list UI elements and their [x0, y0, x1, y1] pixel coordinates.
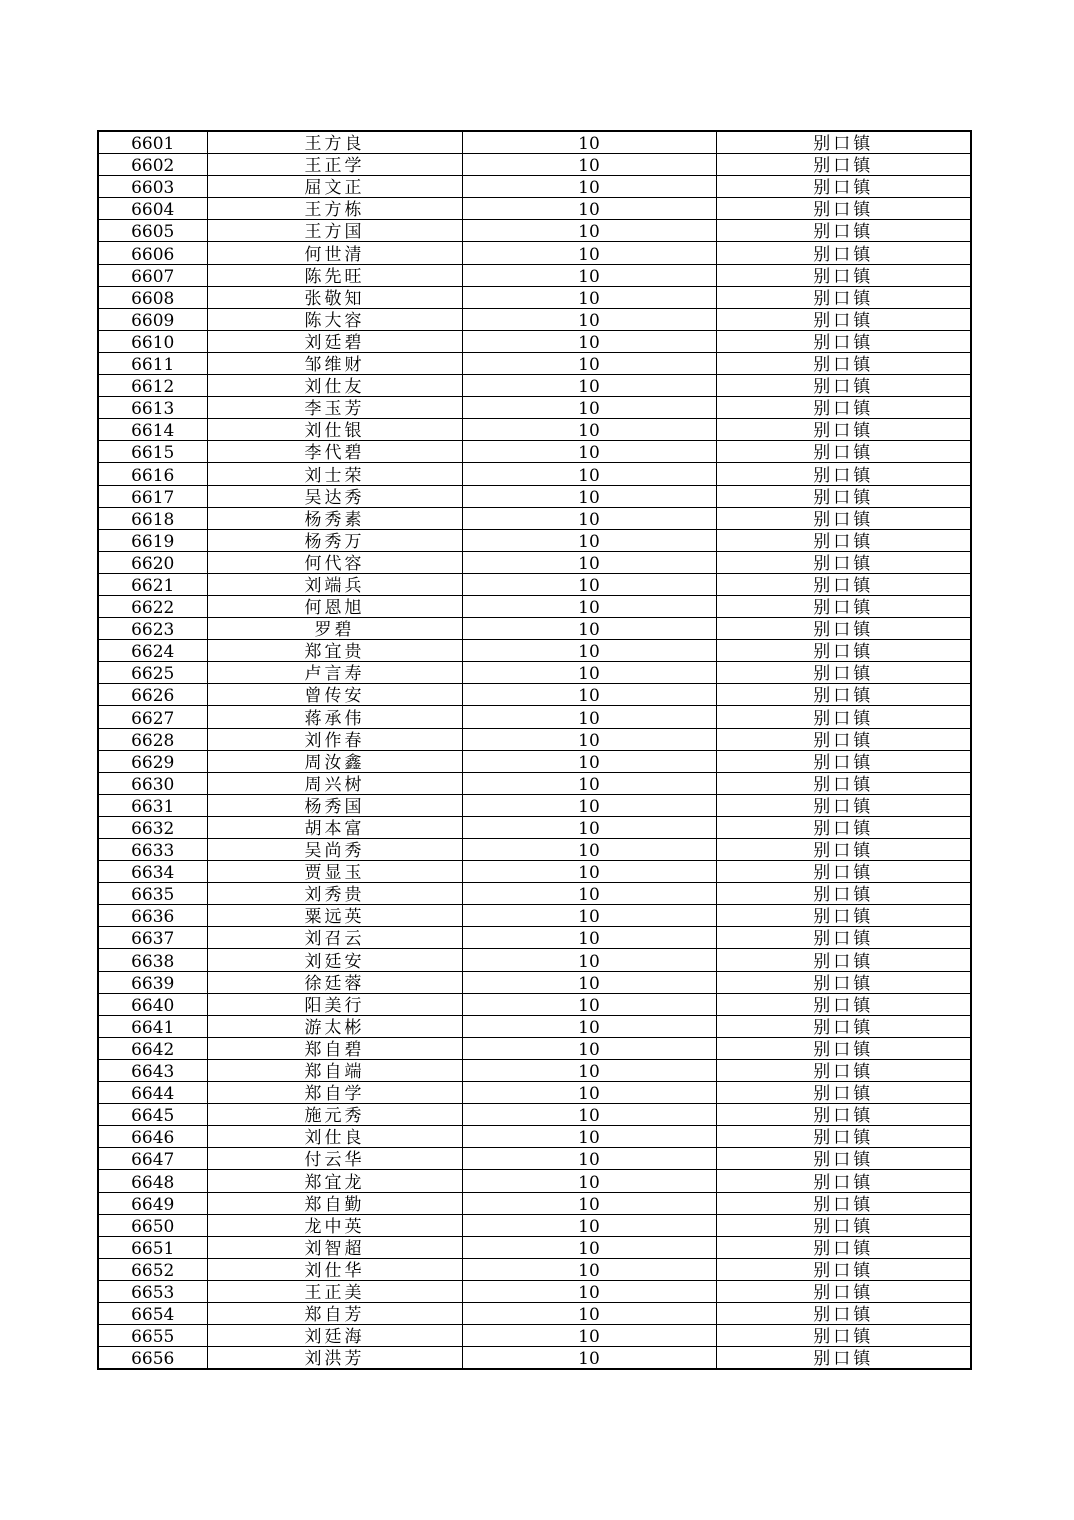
table-row: [98, 308, 971, 330]
row-number-cell: 6635: [98, 883, 207, 905]
town-cell: 别口镇: [716, 905, 971, 927]
amount-cell: 10: [462, 618, 716, 640]
table-row: [98, 816, 971, 838]
table-row: [98, 198, 971, 220]
town-cell: 别口镇: [716, 419, 971, 441]
row-number-cell: 6612: [98, 375, 207, 397]
name-cell: 王方良: [207, 131, 462, 154]
name-cell: 李代碧: [207, 441, 462, 463]
town-cell: 别口镇: [716, 1236, 971, 1258]
row-number-cell: 6618: [98, 507, 207, 529]
row-number-cell: 6640: [98, 993, 207, 1015]
table-row: [98, 971, 971, 993]
town-cell: 别口镇: [716, 264, 971, 286]
name-cell: 刘端兵: [207, 573, 462, 595]
name-cell: 刘士荣: [207, 463, 462, 485]
amount-cell: 10: [462, 176, 716, 198]
amount-cell: 10: [462, 154, 716, 176]
town-cell: 别口镇: [716, 772, 971, 794]
row-number-cell: 6645: [98, 1104, 207, 1126]
row-number-cell: 6654: [98, 1302, 207, 1324]
table-row: [98, 1302, 971, 1324]
table-row: [98, 949, 971, 971]
table-row: [98, 485, 971, 507]
row-number-cell: 6641: [98, 1015, 207, 1037]
row-number-cell: 6627: [98, 706, 207, 728]
table-row: [98, 1325, 971, 1347]
table-row: [98, 551, 971, 573]
town-cell: 别口镇: [716, 728, 971, 750]
table-row: [98, 1214, 971, 1236]
name-cell: 施元秀: [207, 1104, 462, 1126]
name-cell: 杨秀素: [207, 507, 462, 529]
name-cell: 刘仕良: [207, 1126, 462, 1148]
row-number-cell: 6646: [98, 1126, 207, 1148]
amount-cell: 10: [462, 1082, 716, 1104]
table-row: [98, 1148, 971, 1170]
table-row: [98, 927, 971, 949]
town-cell: 别口镇: [716, 507, 971, 529]
row-number-cell: 6611: [98, 352, 207, 374]
town-cell: 别口镇: [716, 861, 971, 883]
amount-cell: 10: [462, 1325, 716, 1347]
row-number-cell: 6638: [98, 949, 207, 971]
table-row: [98, 1082, 971, 1104]
amount-cell: 10: [462, 242, 716, 264]
table-row: [98, 397, 971, 419]
row-number-cell: 6614: [98, 419, 207, 441]
row-number-cell: 6632: [98, 816, 207, 838]
amount-cell: 10: [462, 463, 716, 485]
row-number-cell: 6622: [98, 595, 207, 617]
row-number-cell: 6631: [98, 794, 207, 816]
row-number-cell: 6617: [98, 485, 207, 507]
amount-cell: 10: [462, 1037, 716, 1059]
table-row: [98, 242, 971, 264]
town-cell: 别口镇: [716, 352, 971, 374]
table-row: [98, 794, 971, 816]
amount-cell: 10: [462, 286, 716, 308]
name-cell: 邹维财: [207, 352, 462, 374]
amount-cell: 10: [462, 529, 716, 551]
town-cell: 别口镇: [716, 198, 971, 220]
town-cell: 别口镇: [716, 839, 971, 861]
name-cell: 刘召云: [207, 927, 462, 949]
table-row: [98, 441, 971, 463]
amount-cell: 10: [462, 308, 716, 330]
name-cell: 刘智超: [207, 1236, 462, 1258]
name-cell: 胡本富: [207, 816, 462, 838]
town-cell: 别口镇: [716, 1170, 971, 1192]
row-number-cell: 6604: [98, 198, 207, 220]
name-cell: 付云华: [207, 1148, 462, 1170]
town-cell: 别口镇: [716, 375, 971, 397]
amount-cell: 10: [462, 198, 716, 220]
row-number-cell: 6629: [98, 750, 207, 772]
row-number-cell: 6650: [98, 1214, 207, 1236]
amount-cell: 10: [462, 927, 716, 949]
table-row: [98, 330, 971, 352]
row-number-cell: 6615: [98, 441, 207, 463]
amount-cell: 10: [462, 706, 716, 728]
row-number-cell: 6652: [98, 1258, 207, 1280]
town-cell: 别口镇: [716, 1059, 971, 1081]
amount-cell: 10: [462, 352, 716, 374]
amount-cell: 10: [462, 264, 716, 286]
name-cell: 卢言寿: [207, 662, 462, 684]
town-cell: 别口镇: [716, 529, 971, 551]
table-row: [98, 1059, 971, 1081]
name-cell: 陈大容: [207, 308, 462, 330]
amount-cell: 10: [462, 949, 716, 971]
name-cell: 周汝鑫: [207, 750, 462, 772]
town-cell: 别口镇: [716, 816, 971, 838]
table-row: [98, 507, 971, 529]
name-cell: 刘廷海: [207, 1325, 462, 1347]
roster-body: [98, 131, 971, 1369]
row-number-cell: 6647: [98, 1148, 207, 1170]
amount-cell: 10: [462, 1170, 716, 1192]
amount-cell: 10: [462, 816, 716, 838]
row-number-cell: 6633: [98, 839, 207, 861]
table-row: [98, 154, 971, 176]
name-cell: 郑自芳: [207, 1302, 462, 1324]
name-cell: 王正美: [207, 1280, 462, 1302]
row-number-cell: 6637: [98, 927, 207, 949]
name-cell: 王正学: [207, 154, 462, 176]
town-cell: 别口镇: [716, 242, 971, 264]
row-number-cell: 6642: [98, 1037, 207, 1059]
town-cell: 别口镇: [716, 618, 971, 640]
table-row: [98, 1236, 971, 1258]
amount-cell: 10: [462, 728, 716, 750]
row-number-cell: 6625: [98, 662, 207, 684]
amount-cell: 10: [462, 397, 716, 419]
name-cell: 郑宜贵: [207, 640, 462, 662]
row-number-cell: 6609: [98, 308, 207, 330]
name-cell: 罗碧: [207, 618, 462, 640]
amount-cell: 10: [462, 1347, 716, 1370]
town-cell: 别口镇: [716, 220, 971, 242]
name-cell: 何恩旭: [207, 595, 462, 617]
table-row: [98, 1280, 971, 1302]
name-cell: 刘仕银: [207, 419, 462, 441]
row-number-cell: 6603: [98, 176, 207, 198]
table-row: [98, 618, 971, 640]
name-cell: 郑自碧: [207, 1037, 462, 1059]
town-cell: 别口镇: [716, 131, 971, 154]
amount-cell: 10: [462, 662, 716, 684]
town-cell: 别口镇: [716, 883, 971, 905]
amount-cell: 10: [462, 1148, 716, 1170]
town-cell: 别口镇: [716, 286, 971, 308]
town-cell: 别口镇: [716, 750, 971, 772]
row-number-cell: 6601: [98, 131, 207, 154]
row-number-cell: 6634: [98, 861, 207, 883]
amount-cell: 10: [462, 1015, 716, 1037]
town-cell: 别口镇: [716, 1302, 971, 1324]
table-row: [98, 640, 971, 662]
row-number-cell: 6610: [98, 330, 207, 352]
town-cell: 别口镇: [716, 573, 971, 595]
row-number-cell: 6602: [98, 154, 207, 176]
table-row: [98, 352, 971, 374]
row-number-cell: 6620: [98, 551, 207, 573]
table-row: [98, 176, 971, 198]
name-cell: 陈先旺: [207, 264, 462, 286]
amount-cell: 10: [462, 375, 716, 397]
table-row: [98, 861, 971, 883]
town-cell: 别口镇: [716, 485, 971, 507]
amount-cell: 10: [462, 971, 716, 993]
name-cell: 吴达秀: [207, 485, 462, 507]
name-cell: 刘洪芳: [207, 1347, 462, 1370]
row-number-cell: 6644: [98, 1082, 207, 1104]
town-cell: 别口镇: [716, 595, 971, 617]
amount-cell: 10: [462, 772, 716, 794]
amount-cell: 10: [462, 1258, 716, 1280]
table-row: [98, 463, 971, 485]
amount-cell: 10: [462, 861, 716, 883]
table-row: [98, 706, 971, 728]
table-row: [98, 772, 971, 794]
table-row: [98, 1126, 971, 1148]
table-row: [98, 1037, 971, 1059]
name-cell: 杨秀国: [207, 794, 462, 816]
town-cell: 别口镇: [716, 662, 971, 684]
town-cell: 别口镇: [716, 330, 971, 352]
row-number-cell: 6623: [98, 618, 207, 640]
name-cell: 刘秀贵: [207, 883, 462, 905]
table-row: [98, 1015, 971, 1037]
amount-cell: 10: [462, 220, 716, 242]
row-number-cell: 6606: [98, 242, 207, 264]
name-cell: 杨秀万: [207, 529, 462, 551]
table-row: [98, 839, 971, 861]
town-cell: 别口镇: [716, 640, 971, 662]
row-number-cell: 6630: [98, 772, 207, 794]
name-cell: 张敬知: [207, 286, 462, 308]
table-row: [98, 529, 971, 551]
town-cell: 别口镇: [716, 1126, 971, 1148]
town-cell: 别口镇: [716, 706, 971, 728]
town-cell: 别口镇: [716, 463, 971, 485]
amount-cell: 10: [462, 330, 716, 352]
amount-cell: 10: [462, 131, 716, 154]
row-number-cell: 6608: [98, 286, 207, 308]
town-cell: 别口镇: [716, 176, 971, 198]
amount-cell: 10: [462, 750, 716, 772]
town-cell: 别口镇: [716, 971, 971, 993]
row-number-cell: 6624: [98, 640, 207, 662]
name-cell: 刘廷碧: [207, 330, 462, 352]
row-number-cell: 6621: [98, 573, 207, 595]
town-cell: 别口镇: [716, 1104, 971, 1126]
table-row: [98, 905, 971, 927]
roster-table: [97, 130, 972, 1370]
name-cell: 游太彬: [207, 1015, 462, 1037]
amount-cell: 10: [462, 507, 716, 529]
town-cell: 别口镇: [716, 397, 971, 419]
amount-cell: 10: [462, 1302, 716, 1324]
town-cell: 别口镇: [716, 1214, 971, 1236]
table-row: [98, 286, 971, 308]
amount-cell: 10: [462, 1214, 716, 1236]
name-cell: 李玉芳: [207, 397, 462, 419]
amount-cell: 10: [462, 1280, 716, 1302]
town-cell: 别口镇: [716, 551, 971, 573]
table-row: [98, 883, 971, 905]
table-row: [98, 993, 971, 1015]
name-cell: 何世清: [207, 242, 462, 264]
row-number-cell: 6656: [98, 1347, 207, 1370]
town-cell: 别口镇: [716, 1325, 971, 1347]
table-row: [98, 662, 971, 684]
name-cell: 何代容: [207, 551, 462, 573]
amount-cell: 10: [462, 551, 716, 573]
table-row: [98, 375, 971, 397]
name-cell: 刘作春: [207, 728, 462, 750]
row-number-cell: 6648: [98, 1170, 207, 1192]
row-number-cell: 6626: [98, 684, 207, 706]
amount-cell: 10: [462, 595, 716, 617]
name-cell: 贾显玉: [207, 861, 462, 883]
name-cell: 粟远英: [207, 905, 462, 927]
row-number-cell: 6607: [98, 264, 207, 286]
name-cell: 徐廷蓉: [207, 971, 462, 993]
town-cell: 别口镇: [716, 927, 971, 949]
town-cell: 别口镇: [716, 993, 971, 1015]
town-cell: 别口镇: [716, 1258, 971, 1280]
town-cell: 别口镇: [716, 1280, 971, 1302]
amount-cell: 10: [462, 1059, 716, 1081]
name-cell: 周兴树: [207, 772, 462, 794]
name-cell: 龙中英: [207, 1214, 462, 1236]
table-row: [98, 595, 971, 617]
amount-cell: 10: [462, 839, 716, 861]
row-number-cell: 6639: [98, 971, 207, 993]
amount-cell: 10: [462, 640, 716, 662]
amount-cell: 10: [462, 485, 716, 507]
name-cell: 蒋承伟: [207, 706, 462, 728]
amount-cell: 10: [462, 905, 716, 927]
name-cell: 刘仕华: [207, 1258, 462, 1280]
table-row: [98, 419, 971, 441]
table-row: [98, 1347, 971, 1370]
amount-cell: 10: [462, 883, 716, 905]
town-cell: 别口镇: [716, 154, 971, 176]
amount-cell: 10: [462, 441, 716, 463]
row-number-cell: 6655: [98, 1325, 207, 1347]
table-row: [98, 684, 971, 706]
town-cell: 别口镇: [716, 441, 971, 463]
table-row: [98, 131, 971, 154]
row-number-cell: 6605: [98, 220, 207, 242]
row-number-cell: 6643: [98, 1059, 207, 1081]
amount-cell: 10: [462, 1126, 716, 1148]
name-cell: 郑自勤: [207, 1192, 462, 1214]
amount-cell: 10: [462, 1104, 716, 1126]
table-row: [98, 1170, 971, 1192]
name-cell: 刘廷安: [207, 949, 462, 971]
row-number-cell: 6651: [98, 1236, 207, 1258]
town-cell: 别口镇: [716, 1037, 971, 1059]
amount-cell: 10: [462, 1236, 716, 1258]
name-cell: 曾传安: [207, 684, 462, 706]
amount-cell: 10: [462, 684, 716, 706]
amount-cell: 10: [462, 573, 716, 595]
table-row: [98, 220, 971, 242]
table-row: [98, 728, 971, 750]
row-number-cell: 6613: [98, 397, 207, 419]
name-cell: 屈文正: [207, 176, 462, 198]
table-row: [98, 1258, 971, 1280]
town-cell: 别口镇: [716, 949, 971, 971]
town-cell: 别口镇: [716, 1192, 971, 1214]
row-number-cell: 6649: [98, 1192, 207, 1214]
amount-cell: 10: [462, 794, 716, 816]
town-cell: 别口镇: [716, 684, 971, 706]
town-cell: 别口镇: [716, 1015, 971, 1037]
name-cell: 王方国: [207, 220, 462, 242]
row-number-cell: 6636: [98, 905, 207, 927]
row-number-cell: 6628: [98, 728, 207, 750]
town-cell: 别口镇: [716, 1148, 971, 1170]
table-row: [98, 1104, 971, 1126]
row-number-cell: 6653: [98, 1280, 207, 1302]
town-cell: 别口镇: [716, 794, 971, 816]
name-cell: 郑自端: [207, 1059, 462, 1081]
amount-cell: 10: [462, 419, 716, 441]
table-row: [98, 573, 971, 595]
name-cell: 刘仕友: [207, 375, 462, 397]
table-row: [98, 1192, 971, 1214]
name-cell: 吴尚秀: [207, 839, 462, 861]
name-cell: 郑宜龙: [207, 1170, 462, 1192]
name-cell: 阳美行: [207, 993, 462, 1015]
town-cell: 别口镇: [716, 1082, 971, 1104]
table-row: [98, 264, 971, 286]
row-number-cell: 6616: [98, 463, 207, 485]
town-cell: 别口镇: [716, 1347, 971, 1370]
name-cell: 郑自学: [207, 1082, 462, 1104]
row-number-cell: 6619: [98, 529, 207, 551]
town-cell: 别口镇: [716, 308, 971, 330]
name-cell: 王方栋: [207, 198, 462, 220]
table-row: [98, 750, 971, 772]
amount-cell: 10: [462, 993, 716, 1015]
amount-cell: 10: [462, 1192, 716, 1214]
